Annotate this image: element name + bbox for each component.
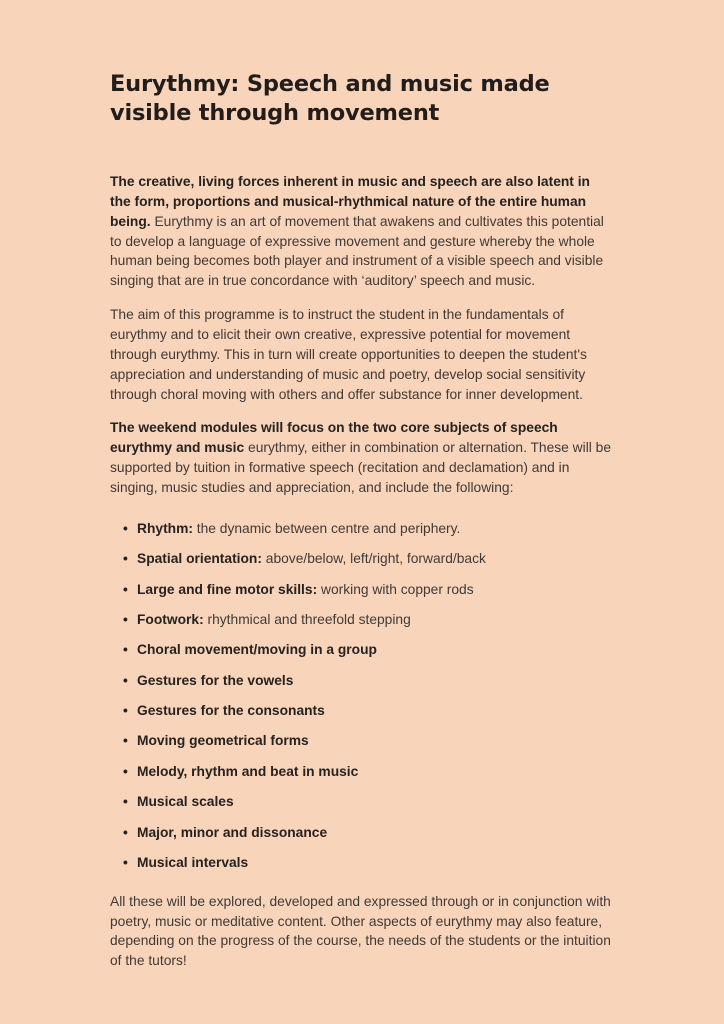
paragraph-closing: [110, 892, 612, 971]
list-item-footwork-label: Footwork:: [137, 612, 204, 627]
paragraph-intro: [110, 172, 612, 291]
list-item-musical-intervals-label: Musical intervals: [137, 854, 249, 870]
paragraph-closing-text: All these will be explored, developed and expressed through or in conjunction with poetry, music or meditative content. Other aspects of eurythmy may also feature, depending on the progress of the course, the needs of the students or the intuition of the tutors!: [110, 893, 611, 969]
list-item-gestures-vowels: [137, 671, 600, 691]
list-item-musical-intervals: [137, 853, 600, 873]
list-item-motor-skills-label: Large and fine motor skills:: [137, 581, 318, 597]
list-item-melody-rhythm-beat-label: Melody, rhythm and beat in music: [137, 763, 359, 779]
list-item-footwork: [137, 610, 600, 630]
list-item-motor-skills: [137, 580, 600, 600]
list-item-spatial-orientation: [137, 549, 600, 569]
paragraph-modules: [110, 418, 612, 497]
list-item-musical-scales-label: Musical scales: [137, 794, 234, 810]
list-item-choral-movement: [137, 640, 600, 660]
paragraph-intro-bold-lead: The creative, living forces inherent in music and speech are also latent in the form, proportions and musical-rhythmical nature of the entire human being.: [110, 174, 590, 229]
list-item-footwork-text: rhythmical and threefold stepping: [203, 612, 411, 627]
list-item-major-minor-dissonance-label: Major, minor and dissonance: [137, 824, 328, 840]
paragraph-modules-bold-lead: The weekend modules will focus on the two core subjects of speech eurythmy and music: [110, 420, 558, 456]
list-item-rhythm: [137, 519, 600, 539]
list-item-geometrical-forms: [137, 731, 600, 751]
topics-list: [110, 519, 600, 873]
list-item-musical-scales: [137, 792, 600, 812]
page-title: Eurythmy: Speech and music made visible through movement: [110, 71, 550, 127]
list-item-gestures-consonants: [137, 701, 600, 721]
list-item-choral-movement-label: Choral movement/moving in a group: [137, 642, 377, 658]
list-item-major-minor-dissonance: [137, 823, 600, 843]
list-item-spatial-orientation-text: above/below, left/right, forward/back: [261, 551, 486, 567]
list-item-gestures-vowels-label: Gestures for the vowels: [137, 672, 294, 688]
paragraph-intro-text: Eurythmy is an art of movement that awakens and cultivates this potential to develop a language of expressive movement and gesture whereby the whole human being becomes both player and instrument of a visible speech and visible singing that are in true concordance with ‘auditory’ speech and music.: [110, 213, 604, 289]
list-item-rhythm-label: Rhythm:: [137, 520, 193, 536]
list-item-melody-rhythm-beat: [137, 762, 600, 782]
list-item-gestures-consonants-label: Gestures for the consonants: [137, 703, 325, 719]
list-item-spatial-orientation-label: Spatial orientation:: [137, 551, 262, 567]
paragraph-modules-text: eurythmy, either in combination or alternation. These will be supported by tuition in formative speech (recitation and declamation) and in singing, music studies and appreciation, and include the following:: [110, 440, 612, 496]
list-item-rhythm-text: the dynamic between centre and periphery.: [192, 520, 461, 536]
list-item-motor-skills-text: working with copper rods: [317, 581, 474, 597]
list-item-geometrical-forms-label: Moving geometrical forms: [137, 733, 309, 749]
paragraph-aim: [110, 305, 612, 404]
paragraph-aim-text: The aim of this programme is to instruct the student in the fundamentals of eurythmy and to elicit their own creative, expressive potential for movement through eurythmy. This in turn will create opportunities to deepen the student's appreciation and understanding of music and poetry, develop social sensitivity through choral moving with others and offer substance for inner development.: [110, 307, 587, 402]
